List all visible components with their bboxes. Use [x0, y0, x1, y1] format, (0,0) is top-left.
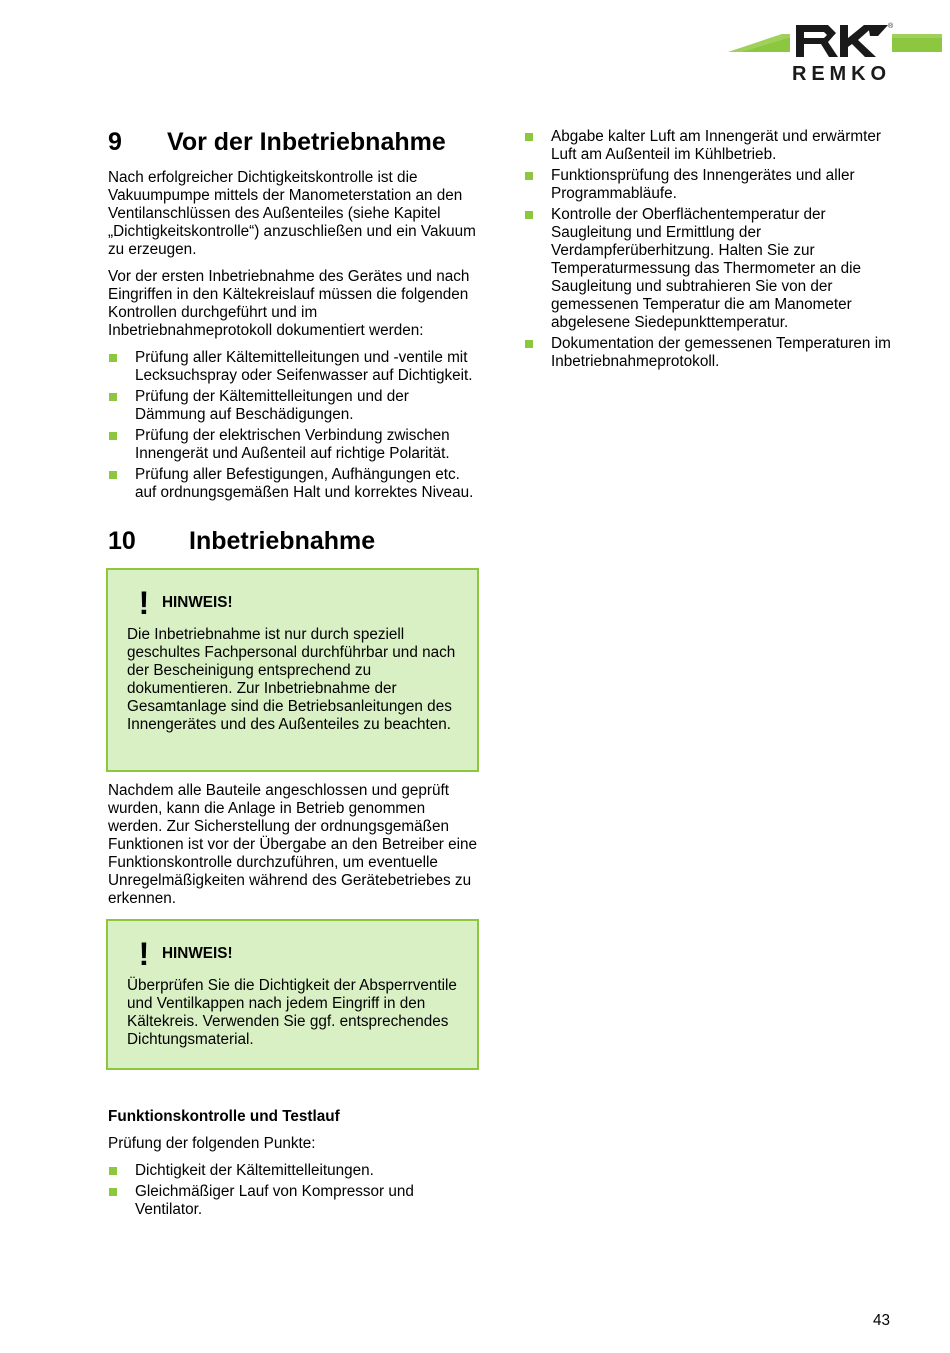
function-check-heading: Funktionskontrolle und Testlauf: [108, 1108, 340, 1125]
bullet-square-icon: [525, 133, 533, 141]
exclamation-icon: !: [138, 936, 150, 972]
section-10-number: 10: [108, 527, 136, 555]
notice-text: Überprüfen Sie die Dichtigkeit der Absperrventile und Ventilkappen nach jedem Eingriff in den Kältekreis. Verwenden Sie ggf. entsprechendes Dichtungsmaterial.: [127, 977, 457, 1048]
page-number: 43: [873, 1312, 891, 1329]
bullet-square-icon: [525, 211, 533, 219]
right-check-list: [524, 128, 896, 371]
bullet-square-icon: [525, 340, 533, 348]
notice-text: Die Inbetriebnahme ist nur durch speziell geschultes Fachpersonal durchführbar und nach der Bescheinigung entsprechend zu dokumentieren. Zur Inbetriebnahme der Gesamtanlage sind die Betriebsanleitungen des Innengerätes und des Außenteiles zu beachten.: [127, 626, 456, 733]
list-item: Funktionsprüfung des Innengerätes und aller Programmabläufe.: [524, 167, 896, 203]
bullet-square-icon: [109, 1167, 117, 1175]
logo-wordmark: REMKO: [792, 63, 886, 85]
function-check-list: [108, 1162, 480, 1219]
section-9-paragraph-1: Nach erfolgreicher Dichtigkeitskontrolle ist die Vakuumpumpe mittels der Manometerstation an den Ventilanschlüssen des Außenteiles (siehe Kapitel „Dichtigkeitskontrolle“) anzuschließen und ein Vakuum zu erzeugen.: [108, 169, 476, 258]
notice-label: HINWEIS!: [162, 594, 233, 611]
section-9-heading: [108, 126, 480, 158]
notice-box-2: [106, 919, 479, 1070]
section-9-paragraph-2: Vor der ersten Inbetriebnahme des Gerätes und nach Eingriffen in den Kältekreislauf müssen die folgenden Kontrollen durchgeführt und im Inbetriebnahmeprotokoll dokumentiert werden:: [108, 268, 470, 339]
svg-text:®: ®: [888, 23, 894, 30]
bullet-square-icon: [109, 354, 117, 362]
list-item: Prüfung der elektrischen Verbindung zwischen Innengerät und Außenteil auf richtige Polarität.: [108, 427, 480, 463]
list-item: Gleichmäßiger Lauf von Kompressor und Ventilator.: [108, 1183, 480, 1219]
section-10-title: Inbetriebnahme: [189, 527, 376, 555]
section-9-number: 9: [108, 128, 122, 156]
left-column: [108, 126, 480, 1222]
notice-box-1: [106, 568, 479, 772]
remko-logo: [728, 20, 942, 86]
list-item: Kontrolle der Oberflächentemperatur der Saugleitung und Ermittlung der Verdampferüberhitzung. Halten Sie zur Temperaturmessung das Thermometer an die Saugleitung und subtrahieren Sie von der gemessenen Temperatur die am Manometer abgelesene Siedepunkttemperatur.: [524, 206, 896, 332]
list-item: Dokumentation der gemessenen Temperaturen im Inbetriebnahmeprotokoll.: [524, 335, 896, 371]
section-9-title: Vor der Inbetriebnahme: [167, 128, 446, 156]
bullet-square-icon: [109, 393, 117, 401]
list-item: Prüfung aller Kältemittelleitungen und -ventile mit Lecksuchspray oder Seifenwasser auf Dichtigkeit.: [108, 349, 480, 385]
list-item: Prüfung aller Befestigungen, Aufhängungen etc. auf ordnungsgemäßen Halt und korrektes Niveau.: [108, 466, 480, 502]
function-check-intro: Prüfung der folgenden Punkte:: [108, 1135, 316, 1152]
bullet-square-icon: [525, 172, 533, 180]
exclamation-icon: !: [138, 585, 150, 621]
bullet-square-icon: [109, 471, 117, 479]
list-item: Dichtigkeit der Kältemittelleitungen.: [108, 1162, 480, 1180]
section-10-paragraph-1: Nachdem alle Bauteile angeschlossen und geprüft wurden, kann die Anlage in Betrieb genommen werden. Zur Sicherstellung der ordnungsgemäßen Funktionen ist vor der Übergabe an den Betreiber eine Funktionskontrolle durchzuführen, um eventuelle Unregelmäßigkeiten während des Gerätebetriebes zu erkennen.: [108, 782, 478, 907]
list-item: Prüfung der Kältemittelleitungen und der Dämmung auf Beschädigungen.: [108, 388, 480, 424]
right-column: [524, 128, 896, 374]
bullet-square-icon: [109, 432, 117, 440]
list-item: Abgabe kalter Luft am Innengerät und erwärmter Luft am Außenteil im Kühlbetrieb.: [524, 128, 896, 164]
bullet-square-icon: [109, 1188, 117, 1196]
notice-label: HINWEIS!: [162, 945, 233, 962]
section-9-check-list: [108, 349, 480, 502]
section-10-heading: [108, 525, 480, 557]
